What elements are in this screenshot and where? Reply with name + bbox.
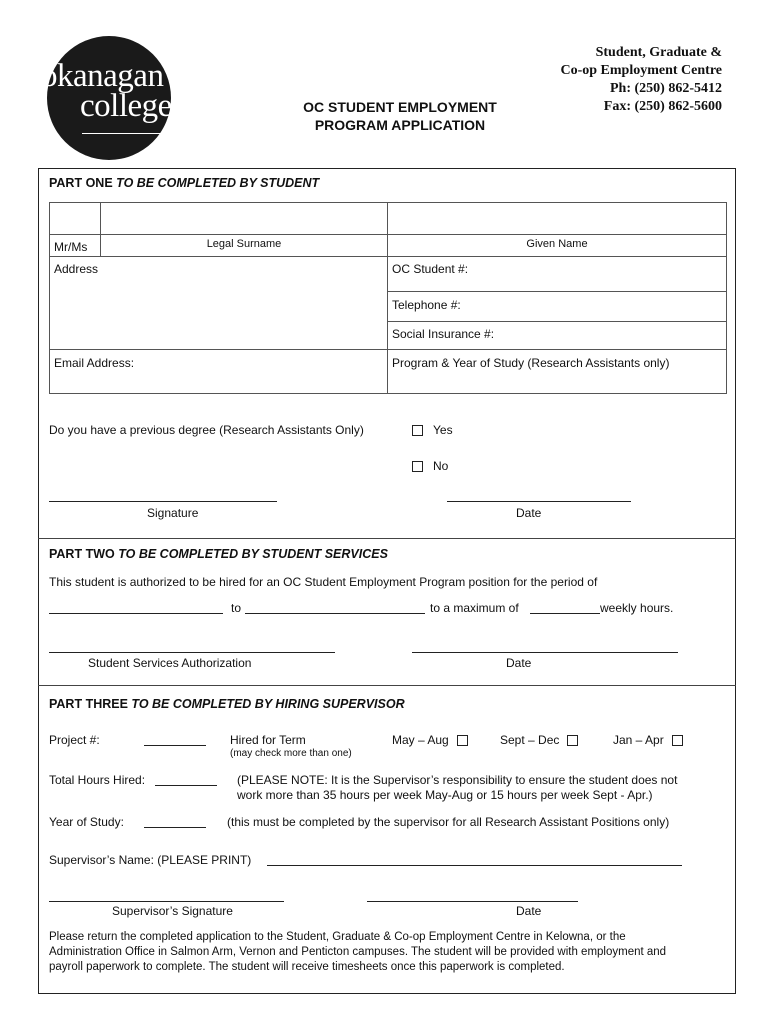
jan-apr-checkbox[interactable] xyxy=(672,735,683,746)
degree-yes-option[interactable]: Yes xyxy=(412,423,453,437)
form-title: OC STUDENT EMPLOYMENT PROGRAM APPLICATION xyxy=(303,99,497,133)
supervisor-name-line[interactable] xyxy=(267,865,682,866)
part-three-date-line[interactable] xyxy=(367,901,578,902)
mr-ms-label: Mr/Ms xyxy=(50,235,101,257)
sin-field[interactable]: Social Insurance #: xyxy=(388,322,727,350)
part-one-heading: PART ONE TO BE COMPLETED BY STUDENT xyxy=(49,176,320,190)
student-info-grid xyxy=(49,202,727,394)
supervisor-signature-label: Supervisor’s Signature xyxy=(112,904,233,918)
logo-rule xyxy=(82,133,162,134)
contact-fax: Fax: (250) 862-5600 xyxy=(603,99,722,114)
email-field[interactable]: Email Address: xyxy=(50,350,388,394)
program-year-field[interactable]: Program & Year of Study (Research Assistants only) xyxy=(388,350,727,394)
mr-ms-field[interactable] xyxy=(50,203,101,235)
contact-block xyxy=(560,44,722,116)
hours-note-line2: work more than 35 hours per week May-Aug or 15 hours per week Sept - Apr.) xyxy=(237,788,653,802)
date-label: Date xyxy=(516,506,542,520)
part-three-date-label: Date xyxy=(516,904,542,918)
return-instructions-line2: Administration Office in Salmon Arm, Vernon and Penticton campuses. The student will be provided with employment and xyxy=(49,946,667,958)
authorization-text: This student is authorized to be hired for an OC Student Employment Program position for the period of xyxy=(49,575,598,589)
total-hours-line[interactable] xyxy=(155,785,217,786)
hours-note-line1: (PLEASE NOTE: It is the Supervisor’s responsibility to ensure the student does not xyxy=(237,773,678,787)
total-hours-label: Total Hours Hired: xyxy=(49,773,146,787)
authorization-label: Student Services Authorization xyxy=(88,656,252,670)
sept-dec-checkbox[interactable] xyxy=(567,735,578,746)
return-instructions-line3: payroll paperwork to complete. The student will receive timesheets once this paperwork is completed. xyxy=(49,961,565,973)
divider xyxy=(38,538,736,539)
term-sept-dec[interactable]: Sept – Dec xyxy=(500,733,578,747)
signature-line[interactable] xyxy=(49,501,277,502)
project-label: Project #: xyxy=(49,733,100,747)
weekly-hours-line[interactable] xyxy=(530,613,600,614)
date-line[interactable] xyxy=(447,501,631,502)
given-name-label: Given Name xyxy=(388,235,727,257)
period-start-line[interactable] xyxy=(49,613,223,614)
part-two-heading: PART TWO TO BE COMPLETED BY STUDENT SERVICES xyxy=(49,547,388,561)
contact-phone: Ph: (250) 862-5412 xyxy=(610,81,722,96)
divider xyxy=(38,685,736,686)
year-of-study-label: Year of Study: xyxy=(49,815,124,829)
address-field[interactable]: Address xyxy=(50,257,388,350)
given-name-field[interactable] xyxy=(388,203,727,235)
supervisor-signature-line[interactable] xyxy=(49,901,284,902)
year-of-study-note: (this must be completed by the supervisor for all Research Assistant Positions only) xyxy=(227,815,670,829)
term-may-aug[interactable]: May – Aug xyxy=(392,733,468,747)
supervisor-name-label: Supervisor’s Name: (PLEASE PRINT) xyxy=(49,853,252,867)
year-of-study-line[interactable] xyxy=(144,827,206,828)
degree-question: Do you have a previous degree (Research Assistants Only) xyxy=(49,423,364,437)
period-end-line[interactable] xyxy=(245,613,425,614)
no-checkbox[interactable] xyxy=(412,461,423,472)
authorization-line[interactable] xyxy=(49,652,335,653)
project-line[interactable] xyxy=(144,745,206,746)
yes-checkbox[interactable] xyxy=(412,425,423,436)
part-two-date-label: Date xyxy=(506,656,532,670)
student-number-field[interactable]: OC Student #: xyxy=(388,257,727,292)
contact-line1: Student, Graduate & xyxy=(595,45,722,60)
logo-line1: okanagan xyxy=(41,58,164,94)
legal-surname-field[interactable] xyxy=(101,203,388,235)
maximum-label: to a maximum of xyxy=(430,601,519,615)
weekly-hours-label: weekly hours. xyxy=(600,601,674,615)
term-jan-apr[interactable]: Jan – Apr xyxy=(613,733,683,747)
return-instructions-line1: Please return the completed application to the Student, Graduate & Co-op Employment Centre in Kelowna, or the xyxy=(49,931,626,943)
legal-surname-label: Legal Surname xyxy=(101,235,388,257)
part-two-date-line[interactable] xyxy=(412,652,678,653)
may-check-note: (may check more than one) xyxy=(230,748,352,759)
logo-line2: college xyxy=(80,88,172,124)
part-three-heading: PART THREE TO BE COMPLETED BY HIRING SUPERVISOR xyxy=(49,697,405,711)
okanagan-college-logo xyxy=(41,36,172,160)
hired-term-label: Hired for Term xyxy=(230,733,306,747)
telephone-field[interactable]: Telephone #: xyxy=(388,292,727,322)
to-label: to xyxy=(231,601,242,615)
signature-label: Signature xyxy=(147,506,199,520)
may-aug-checkbox[interactable] xyxy=(457,735,468,746)
degree-no-option[interactable]: No xyxy=(412,459,448,473)
contact-line2: Co-op Employment Centre xyxy=(560,63,722,78)
